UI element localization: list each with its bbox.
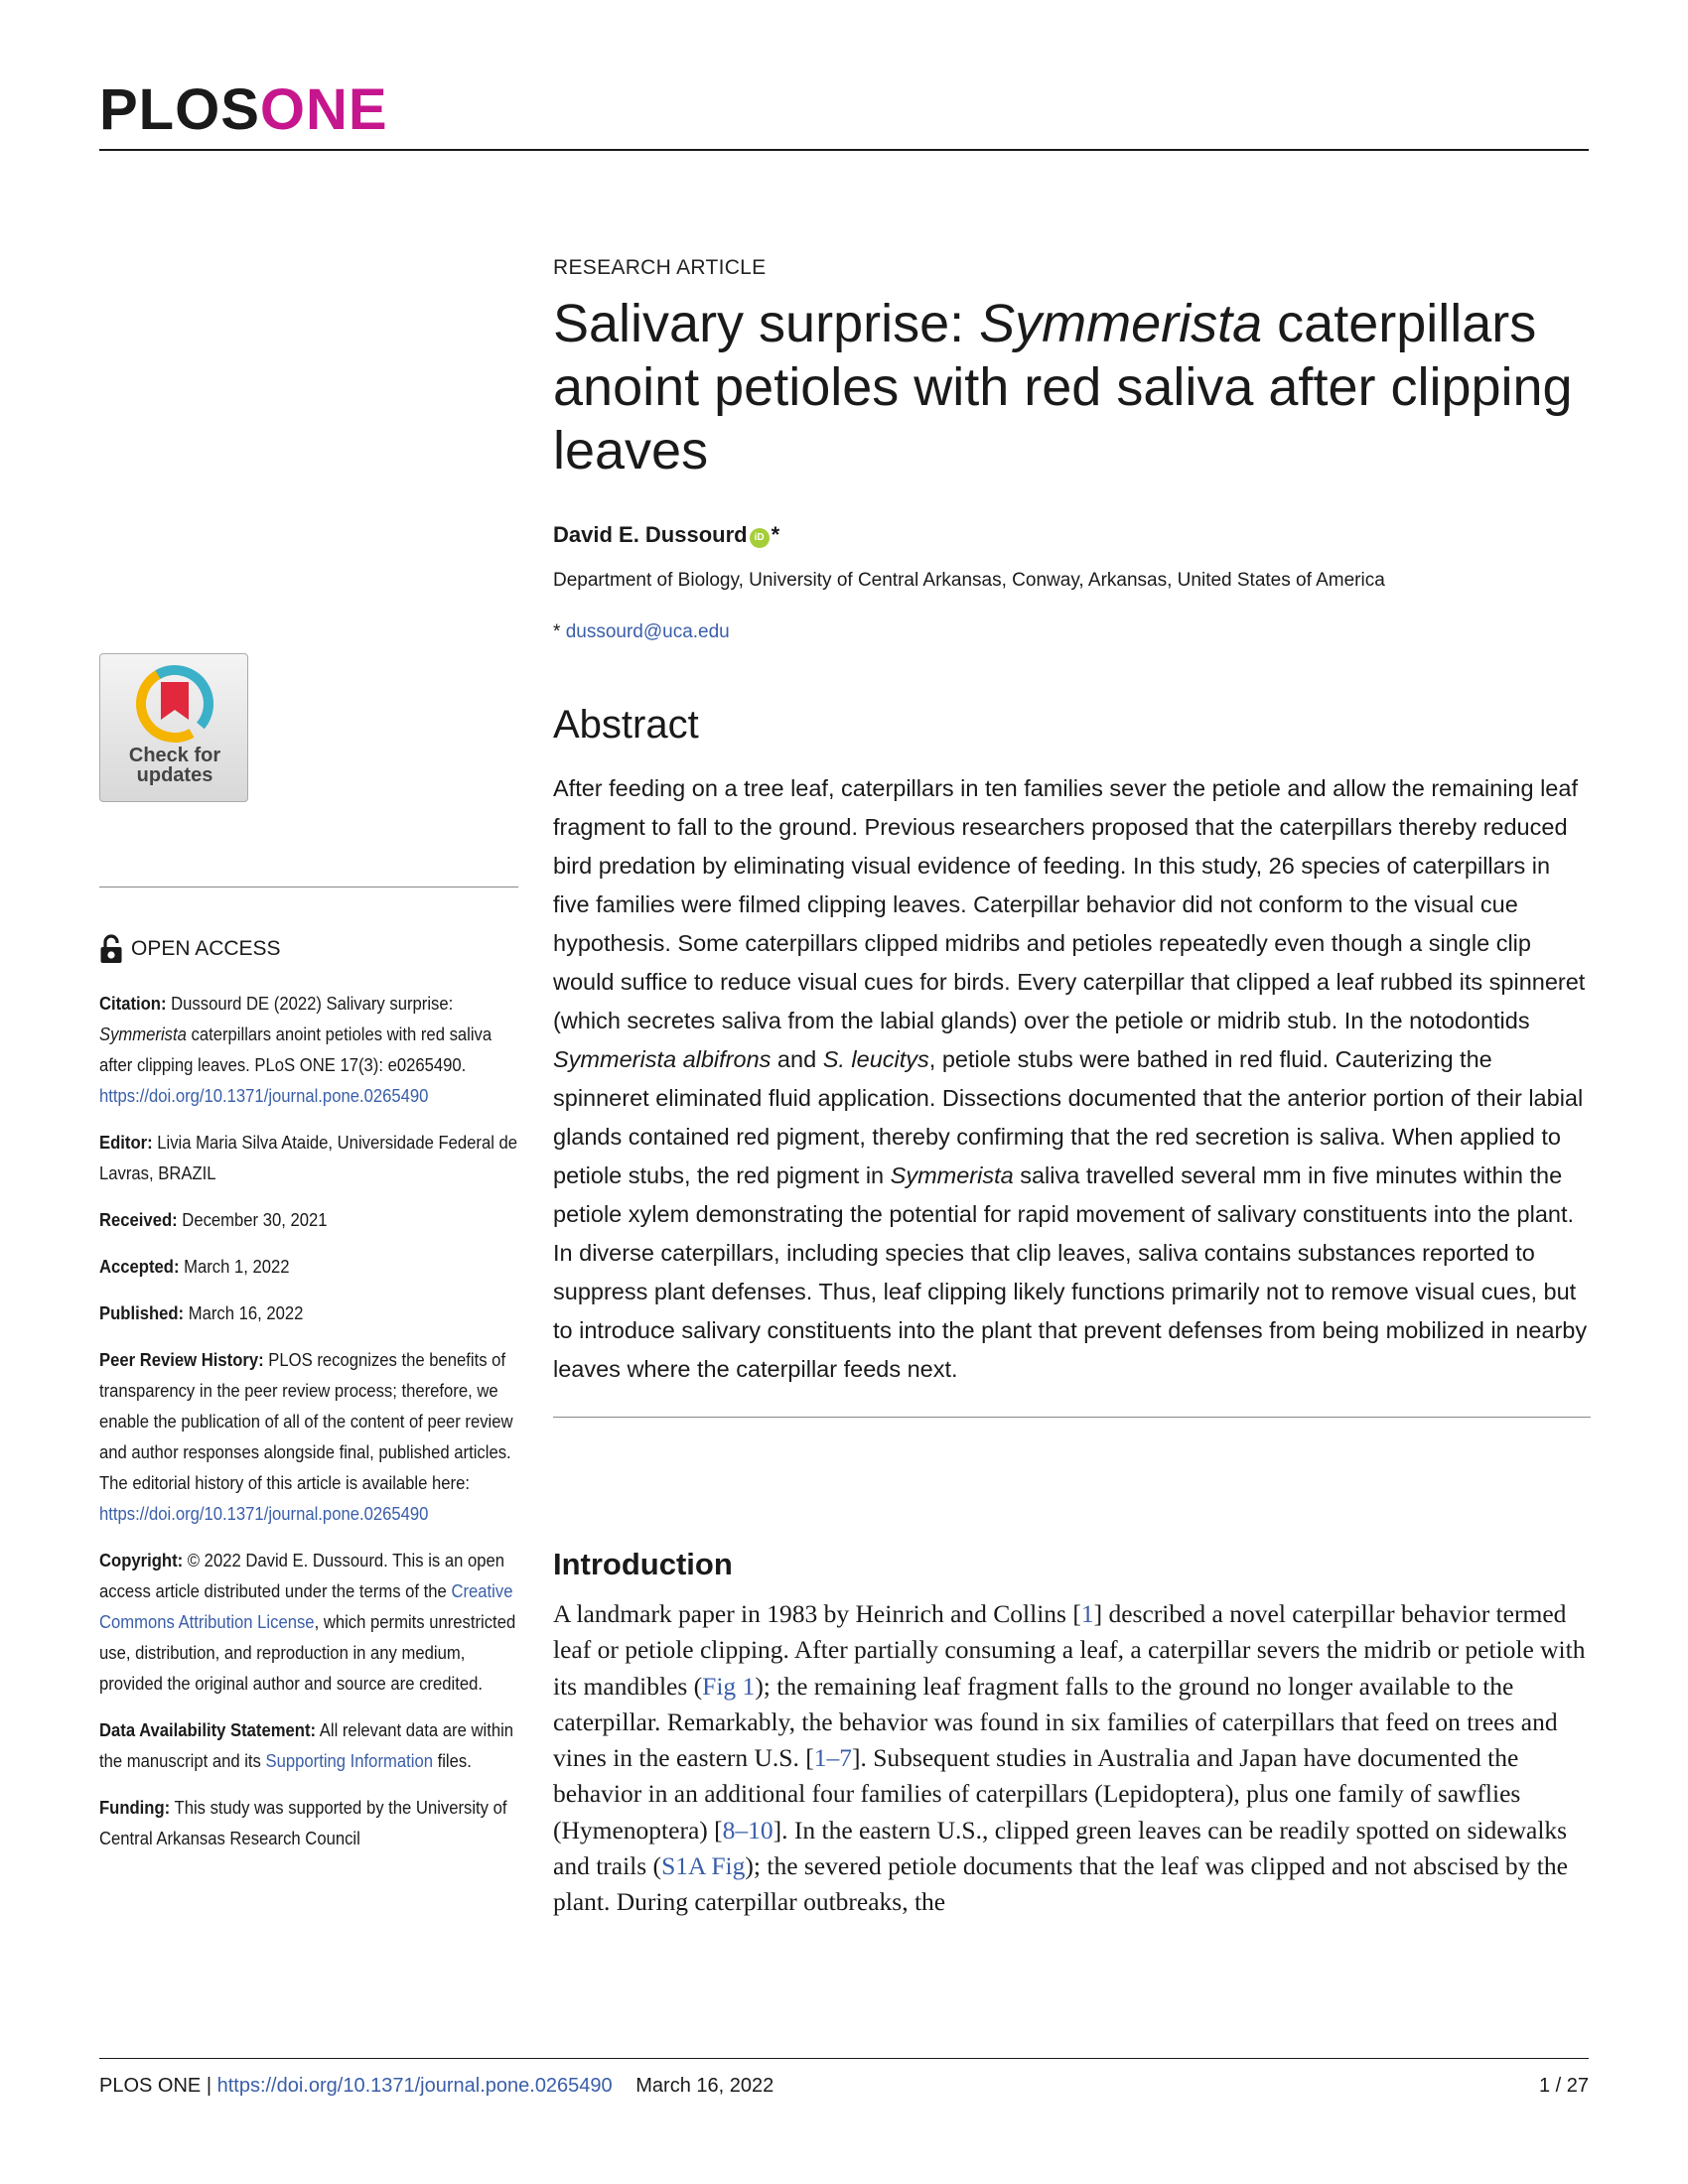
data-availability-text: All relevant data are within the manuscript and its [99,1719,514,1771]
funding-label: Funding: [99,1797,171,1818]
received-block [99,1204,519,1235]
check-for-updates-label: Check for updates [128,745,221,786]
published-date: March 16, 2022 [184,1302,304,1323]
crossmark-icon [135,664,214,744]
fig-1-link[interactable]: Fig 1 [702,1671,756,1701]
license-link[interactable]: Creative Commons Attribution License [99,1580,513,1632]
abstract-text-4: saliva travelled several mm in five minutes within the petiole xylem demonstrating the potential for rapid movement of salivary constituents into the plant. In diverse caterpillars, including species that clip leaves, saliva contains substances reported to suppress plant defenses. Thus, leaf clipping likely functions primarily not to remove visual cues, but to introduce salivary constituents into the plant that prevent defenses from being mobilized in nearby leaves where the caterpillar feeds next. [553,1162,1588,1382]
footer-divider [99,2058,1589,2059]
peer-review-label: Peer Review History: [99,1349,264,1370]
s1a-fig-link[interactable]: S1A Fig [661,1851,746,1881]
citation-block [99,988,519,1111]
ref-link-1-7[interactable]: 1–7 [813,1743,852,1773]
article-info-sidebar [99,933,526,1869]
introduction-body [553,1596,1591,1921]
citation-text-2: caterpillars anoint petioles with red saliva after clipping leaves. PLoS ONE 17(3): e0265490. [99,1024,492,1075]
author-name[interactable]: David E. Dussourd [553,522,748,547]
open-access-label [99,933,526,964]
open-access-text: OPEN ACCESS [131,937,281,960]
published-label: Published: [99,1302,185,1323]
abstract-heading: Abstract [553,703,699,747]
data-availability-text-2: files. [432,1750,472,1771]
author-affiliation: Department of Biology, University of Central Arkansas, Conway, Arkansas, United States of America [553,570,1385,591]
editor-label: Editor: [99,1132,153,1153]
citation-italic: Symmerista [99,1024,187,1044]
abstract-species-2: S. leucitys [822,1046,929,1072]
page-number: 1 / 27 [1538,2075,1589,2097]
peer-review-text: PLOS recognizes the benefits of transparency in the peer review process; therefore, we enable the publication of all of the content of peer review and author responses alongside final, published articles. The editorial history of this article is available here: [99,1349,513,1493]
title-text: Salivary surprise: [553,294,980,353]
intro-text-3: ); the remaining leaf fragment falls to the ground no longer available to the caterpillar. Remarkably, the behavior was found in six families of caterpillars that feed on trees and vines in the eastern U.S. [ [553,1671,1558,1773]
citation-label: Citation: [99,993,167,1014]
ref-link-1[interactable]: 1 [1080,1599,1094,1628]
received-label: Received: [99,1209,178,1230]
intro-text-5: ]. In the eastern U.S., clipped green leaves can be readily spotted on sidewalks and trails ( [553,1815,1568,1881]
accepted-label: Accepted: [99,1256,180,1277]
author-line [553,522,1591,548]
citation-text: Dussourd DE (2022) Salivary surprise: [166,993,454,1014]
abstract-divider [553,1417,1591,1418]
title-text-2: caterpillars anoint petioles with red saliva after clipping leaves [553,294,1573,480]
header-divider [99,149,1589,151]
footer-citation [99,2075,774,2098]
funding-text: This study was supported by the University of Central Arkansas Research Council [99,1797,507,1848]
intro-text-6: ); the severed petiole documents that the leaf was clipped and not abscised by the plant. During caterpillar outbreaks, the [553,1851,1568,1917]
ref-link-8-10[interactable]: 8–10 [722,1815,774,1844]
abstract-text-1: After feeding on a tree leaf, caterpillars in ten families sever the petiole and allow the remaining leaf fragment to fall to the ground. Previous researchers proposed that the caterpillars thereby reduced bird predation by eliminating visual evidence of feeding. In this study, 26 species of caterpillars in five families were filmed clipping leaves. Caterpillar behavior did not conform to the visual cue hypothesis. Some caterpillars clipped midribs and petioles repeatedly even though a single clip would suffice to reduce visual cues for birds. Every caterpillar that clipped a leaf rubbed its spinneret (which secretes saliva from the labial glands) over the petiole or midrib stub. In the notodontids [553,775,1586,1033]
email-prefix: * [553,621,566,642]
accepted-block [99,1251,519,1282]
editor-text: Livia Maria Silva Ataide, Universidade Federal de Lavras, BRAZIL [99,1132,518,1183]
footer-separator: | [201,2075,217,2097]
peer-review-block [99,1344,519,1529]
abstract-genus: Symmerista [890,1162,1014,1188]
copyright-label: Copyright: [99,1550,184,1570]
abstract-text-3: , petiole stubs were bathed in red fluid. Cauterizing the spinneret eliminated fluid application. Dissections documented that the anterior portion of their labial glands contained red pigment, thereby confirming that the red secretion is saliva. When applied to petiole stubs, the red pigment in [553,1046,1584,1188]
received-date: December 30, 2021 [177,1209,328,1230]
email-link[interactable]: dussourd@uca.edu [565,621,730,642]
supporting-info-link[interactable]: Supporting Information [265,1750,433,1771]
intro-text-4: ]. Subsequent studies in Australia and Japan have documented the behavior in an additional four families of caterpillars (Lepidoptera), plus one family of sawflies (Hymenoptera) [ [553,1743,1521,1844]
article-title [553,292,1591,482]
corresponding-email [553,621,1591,643]
title-italic: Symmerista [979,294,1263,353]
logo-one: ONE [259,77,388,142]
citation-doi-link[interactable]: https://doi.org/10.1371/journal.pone.0265490 [99,1085,429,1106]
abstract-body [553,769,1591,1389]
peer-review-link[interactable]: https://doi.org/10.1371/journal.pone.0265490 [99,1503,429,1524]
article-type: RESEARCH ARTICLE [553,256,767,279]
data-availability-block [99,1714,519,1776]
article-main-column [553,256,1591,1921]
intro-text-2: ] described a novel caterpillar behavior termed leaf or petiole clipping. After partially consuming a leaf, a caterpillar severs the midrib or petiole with its mandibles ( [553,1599,1586,1701]
plos-one-logo[interactable] [99,77,388,142]
accepted-date: March 1, 2022 [179,1256,290,1277]
published-block [99,1297,519,1328]
copyright-block [99,1545,519,1699]
logo-plos: PLOS [99,77,260,142]
footer-journal: PLOS ONE [99,2075,202,2097]
abstract-text-2: and [771,1046,823,1072]
footer-doi-link[interactable]: https://doi.org/10.1371/journal.pone.0265490 [216,2075,613,2097]
footer-date: March 16, 2022 [635,2075,774,2097]
check-for-updates-badge[interactable] [99,653,248,802]
corresponding-author-mark: * [771,522,780,547]
introduction-heading: Introduction [553,1547,733,1581]
intro-text-1: A landmark paper in 1983 by Heinrich and Collins [ [553,1599,1081,1628]
open-lock-icon [99,934,123,964]
copyright-text-2: , which permits unrestricted use, distribution, and reproduction in any medium, provided the original author and source are credited. [99,1611,516,1694]
data-availability-label: Data Availability Statement: [99,1719,317,1740]
abstract-species-1: Symmerista albifrons [553,1046,772,1072]
copyright-text: © 2022 David E. Dussourd. This is an open access article distributed under the terms of the [99,1550,505,1601]
funding-block [99,1792,519,1853]
orcid-icon[interactable]: iD [750,528,770,548]
editor-block [99,1127,519,1188]
